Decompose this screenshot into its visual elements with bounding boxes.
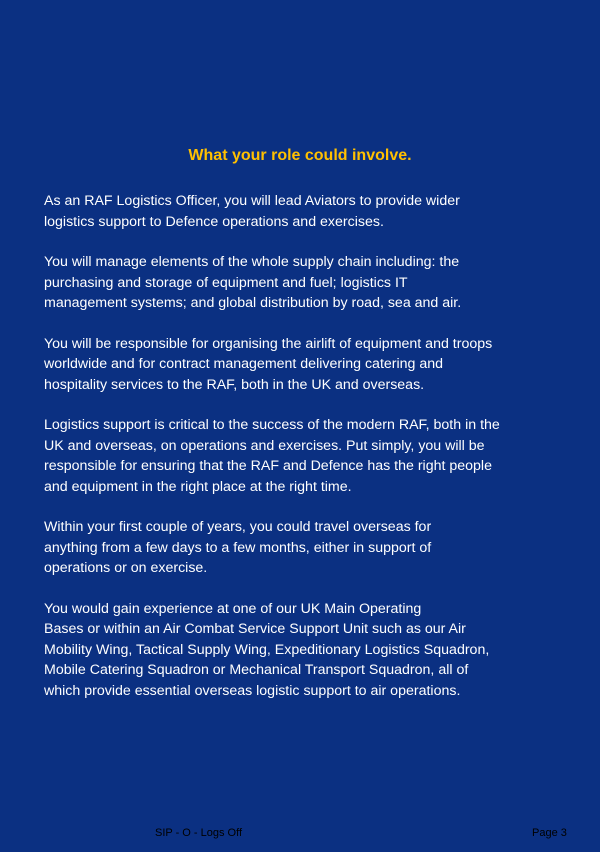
paragraph-role-overview: As an RAF Logistics Officer, you will lead Aviators to provide wider logistics support to Defence operations and exercises. <box>44 193 460 230</box>
paragraph-logistics-critical: Logistics support is critical to the success of the modern RAF, both in the UK and overseas, on operations and exercises. Put simply, you will be responsible for ensuring that the RAF and Defence has the right people and equipment in the right place at the right time. <box>44 417 500 495</box>
footer-page-number: Page 3 <box>532 827 567 839</box>
body-text <box>44 191 564 721</box>
footer-doc-code: SIP - O - Logs Off <box>155 827 243 839</box>
paragraph-experience: You would gain experience at one of our UK Main Operating Bases or within an Air Combat Service Support Unit such as our Air Mobility Wing, Tactical Supply Wing, Expeditionary Logistics Squadron, Mobile Catering Squadron or Mechanical Transport Squadron, all of which provide essential overseas logistic support to air operations. <box>44 600 490 699</box>
paragraph-supply-chain: You will manage elements of the whole supply chain including: the purchasing and storage of equipment and fuel; logistics IT management systems; and global distribution by road, sea and air. <box>44 254 462 311</box>
section-heading: What your role could involve. <box>188 147 412 164</box>
paragraph-travel: Within your first couple of years, you could travel overseas for anything from a few days to a few months, either in support of operations or on exercise. <box>44 519 432 576</box>
paragraph-airlift: You will be responsible for organising the airlift of equipment and troops worldwide and for contract management delivering catering and hospitality services to the RAF, both in the UK and overseas. <box>44 335 493 393</box>
